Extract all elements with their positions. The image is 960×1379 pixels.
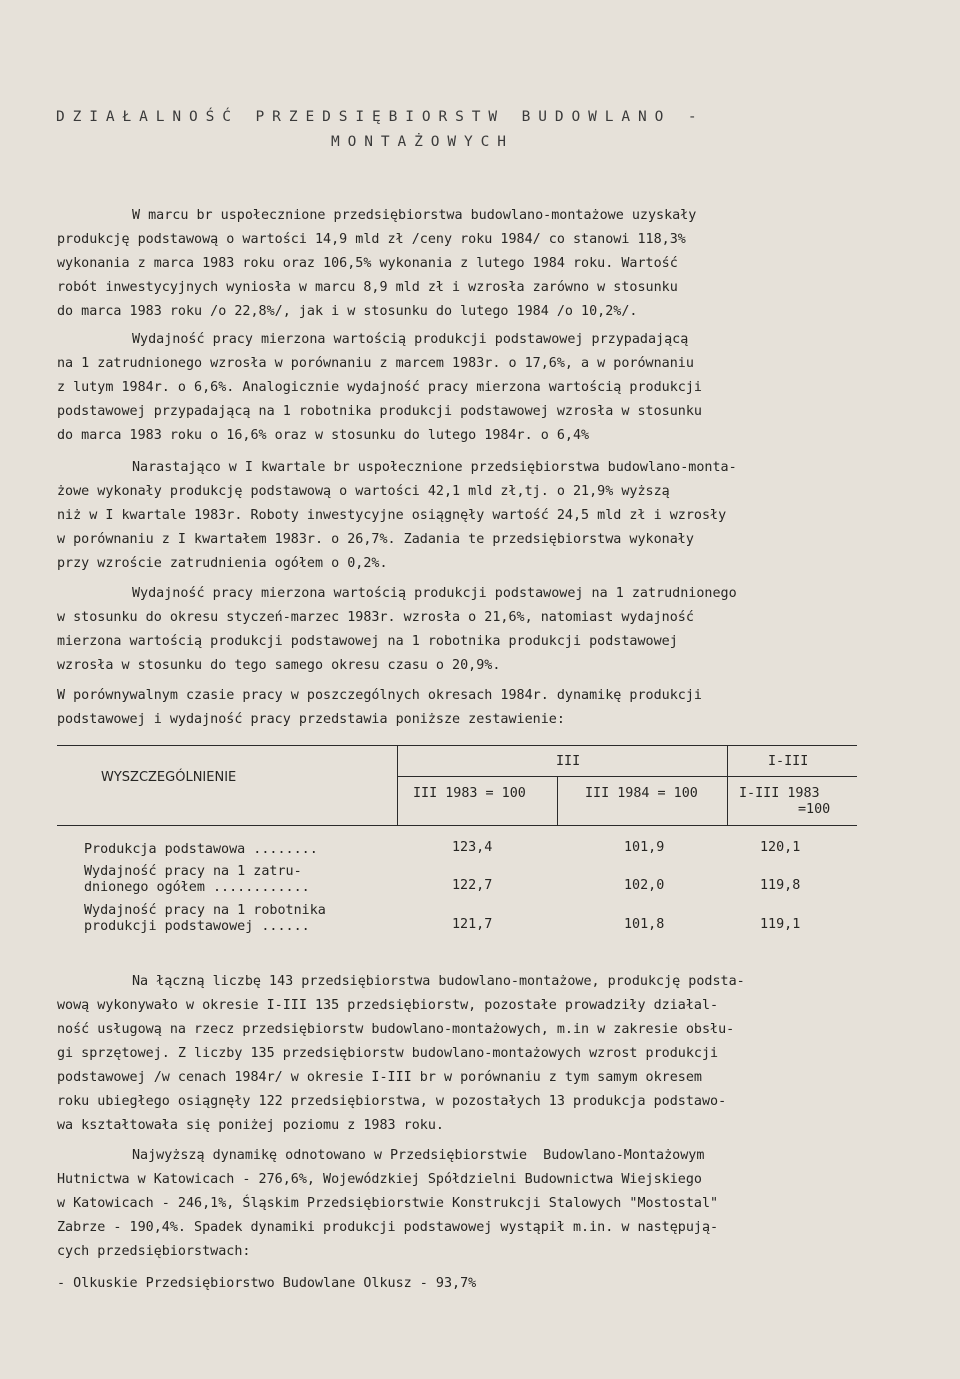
table-row-label: Wydajność pracy na 1 robotnika	[84, 903, 326, 918]
table-cell: 121,7	[452, 917, 493, 932]
table-cell: 101,9	[624, 840, 665, 855]
table-cell: 119,8	[760, 878, 801, 893]
table-row-label: Produkcja podstawowa ........	[84, 842, 318, 857]
paragraph-7-line: w Katowicach - 246,1%, Śląskim Przedsiębiorstwie Konstrukcji Stalowych "Mostostal"	[57, 1196, 719, 1211]
table-cell: 119,1	[760, 917, 801, 932]
paragraph-3-line: w porównaniu z I kwartałem 1983r. o 26,7%. Zadania te przedsiębiorstwa wykonały	[57, 532, 694, 547]
paragraph-6-line: podstawowej /w cenach 1984r/ w okresie I-III br w porównaniu z tym samym okresem	[57, 1070, 702, 1085]
list-item: - Olkuskie Przedsiębiorstwo Budowlane Olkusz - 93,7%	[57, 1276, 477, 1291]
paragraph-3-line: żowe wykonały produkcję podstawową o wartości 42,1 mld zł,tj. o 21,9% wyższą	[57, 484, 670, 499]
table-column-header: I-III 1983	[739, 786, 820, 801]
table-cell: 102,0	[624, 878, 665, 893]
table-cell: 122,7	[452, 878, 493, 893]
paragraph-3-line: niż w I kwartale 1983r. Roboty inwestycyjne osiągnęły wartość 24,5 mld zł i wzrosły	[57, 508, 727, 523]
table-column-rule	[557, 776, 558, 825]
table-top-rule	[57, 745, 857, 746]
paragraph-4-line: w stosunku do okresu styczeń-marzec 1983r. wzrosła o 21,6%, natomiast wydajność	[57, 610, 694, 625]
paragraph-6-line: gi sprzętowej. Z liczby 135 przedsiębiorstw budowlano-montażowych wzrost produkcji	[57, 1046, 719, 1061]
paragraph-6-line: wową wykonywało w okresie I-III 135 przedsiębiorstw, pozostałe prowadziły działal-	[57, 998, 719, 1013]
paragraph-6-line: ność usługową na rzecz przedsiębiorstw budowlano-montażowych, m.in w zakresie obsłu-	[57, 1022, 735, 1037]
table-column-header: =100	[798, 802, 831, 817]
table-cell: 120,1	[760, 840, 801, 855]
table-row-label: dnionego ogółem ............	[84, 880, 310, 895]
paragraph-1-line: robót inwestycyjnych wyniosła w marcu 8,9 mld zł i wzrosła zarówno w stosunku	[57, 280, 678, 295]
paragraph-1-line: W marcu br uspołecznione przedsiębiorstwa budowlano-montażowe uzyskały	[132, 208, 697, 223]
paragraph-3-line: Narastająco w I kwartale br uspołecznione przedsiębiorstwa budowlano-monta-	[132, 460, 737, 475]
paragraph-5-line: podstawowej i wydajność pracy przedstawia poniższe zestawienie:	[57, 712, 565, 727]
paragraph-1-line: produkcję podstawową o wartości 14,9 mld zł /ceny roku 1984/ co stanowi 118,3%	[57, 232, 686, 247]
paragraph-4-line: wzrosła w stosunku do tego samego okresu czasu o 20,9%.	[57, 658, 501, 673]
table-stub-header: WYSZCZEGÓLNIENIE	[101, 770, 237, 785]
table-column-rule	[727, 745, 728, 825]
paragraph-7-line: cych przedsiębiorstwach:	[57, 1244, 251, 1259]
paragraph-1-line: do marca 1983 roku /o 22,8%/, jak i w stosunku do lutego 1984 /o 10,2%/.	[57, 304, 638, 319]
table-row-label: produkcji podstawowej ......	[84, 919, 310, 934]
paragraph-2-line: Wydajność pracy mierzona wartością produkcji podstawowej przypadającą	[132, 332, 689, 347]
table-row-label: Wydajność pracy na 1 zatru-	[84, 864, 302, 879]
paragraph-6-line: roku ubiegłego osiągnęły 122 przedsiębiorstwa, w pozostałych 13 produkcja podstawo-	[57, 1094, 727, 1109]
table-cell: 123,4	[452, 840, 493, 855]
paragraph-2-line: podstawowej przypadającą na 1 robotnika produkcji podstawowej wzrosła w stosunku	[57, 404, 702, 419]
paragraph-4-line: Wydajność pracy mierzona wartością produkcji podstawowej na 1 zatrudnionego	[132, 586, 737, 601]
paragraph-2-line: do marca 1983 roku o 16,6% oraz w stosunku do lutego 1984r. o 6,4%	[57, 428, 590, 443]
table-group-header-iii: III	[556, 754, 581, 769]
table-column-rule	[397, 745, 398, 825]
table-group-rule	[397, 776, 857, 777]
table-column-header: III 1984 = 100	[585, 786, 698, 801]
paragraph-5-line: W porównywalnym czasie pracy w poszczególnych okresach 1984r. dynamikę produkcji	[57, 688, 702, 703]
table-cell: 101,8	[624, 917, 665, 932]
table-header-rule	[57, 825, 857, 826]
table-column-header: III 1983 = 100	[413, 786, 526, 801]
paragraph-6-line: wa kształtowała się poniżej poziomu z 1983 roku.	[57, 1118, 444, 1133]
paragraph-2-line: z lutym 1984r. o 6,6%. Analogicznie wydajność pracy mierzona wartością produkcji	[57, 380, 702, 395]
table-group-header-i-iii: I-III	[768, 754, 809, 769]
paragraph-7-line: Najwyższą dynamikę odnotowano w Przedsiębiorstwie Budowlano-Montażowym	[132, 1148, 705, 1163]
paragraph-7-line: Hutnictwa w Katowicach - 276,6%, Wojewódzkiej Spółdzielni Budownictwa Wiejskiego	[57, 1172, 702, 1187]
paragraph-7-line: Zabrze - 190,4%. Spadek dynamiki produkcji podstawowej wystąpił m.in. w następują-	[57, 1220, 719, 1235]
paragraph-4-line: mierzona wartością produkcji podstawowej na 1 robotnika produkcji podstawowej	[57, 634, 678, 649]
paragraph-3-line: przy wzroście zatrudnienia ogółem o 0,2%.	[57, 556, 388, 571]
document-title: DZIAŁALNOŚĆ PRZEDSIĘBIORSTW BUDOWLANO -	[56, 109, 705, 125]
paragraph-2-line: na 1 zatrudnionego wzrosła w porównaniu z marcem 1983r. o 17,6%, a w porównaniu	[57, 356, 694, 371]
paragraph-1-line: wykonania z marca 1983 roku oraz 106,5% wykonania z lutego 1984 roku. Wartość	[57, 256, 678, 271]
document-title-continued: MONTAŻOWYCH	[331, 134, 514, 150]
paragraph-6-line: Na łączną liczbę 143 przedsiębiorstwa budowlano-montażowe, produkcję podsta-	[132, 974, 745, 989]
